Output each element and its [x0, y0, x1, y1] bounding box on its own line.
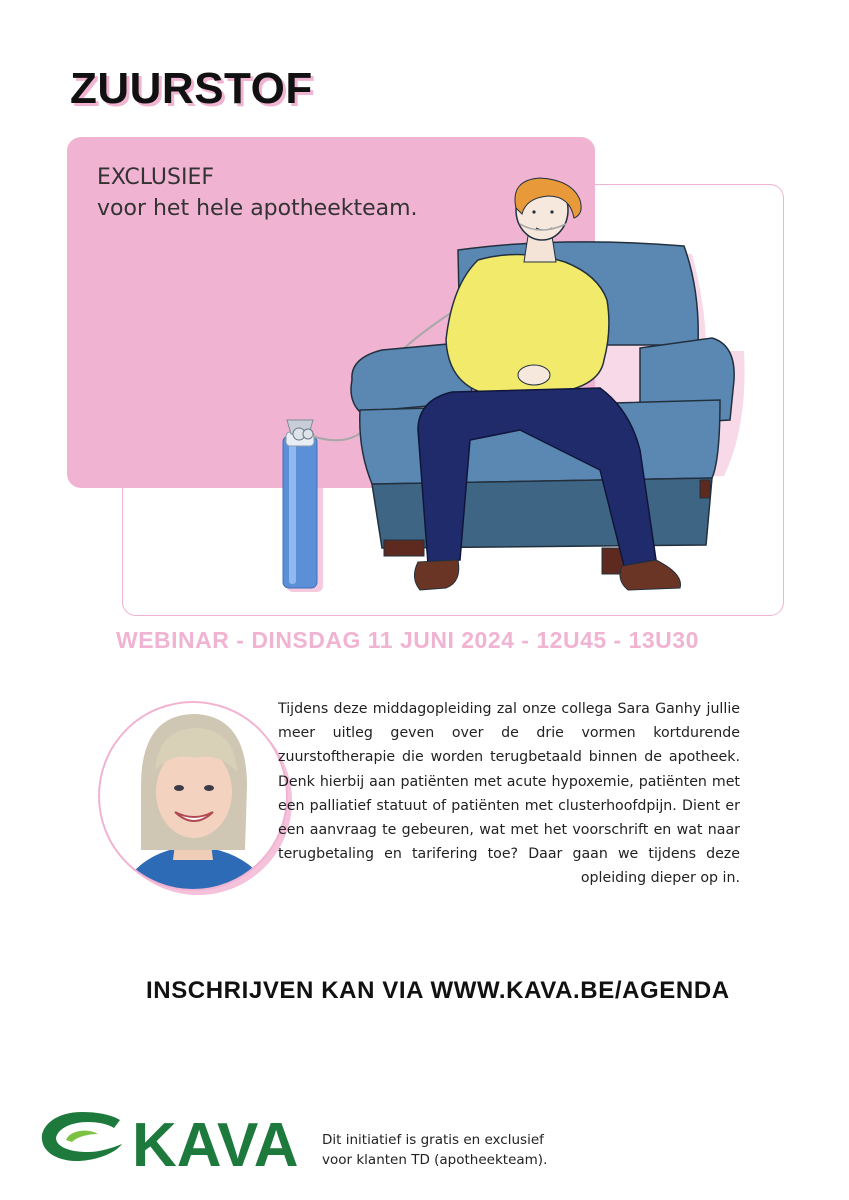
- kava-wordmark: KAVA: [132, 1111, 299, 1180]
- intro-line-2: voor het hele apotheekteam.: [97, 196, 418, 221]
- kava-swirl-icon: [42, 1112, 122, 1161]
- registration-link-text[interactable]: INSCHRIJVEN KAN VIA WWW.KAVA.BE/AGENDA: [146, 977, 730, 1004]
- webinar-banner: WEBINAR - DINSDAG 11 JUNI 2024 - 12U45 - 13U30: [116, 627, 699, 653]
- oxygen-cylinder-icon: [283, 436, 317, 588]
- footer-note-line-1: Dit initiatief is gratis en exclusief: [322, 1132, 544, 1148]
- page-title: ZUURSTOF: [70, 64, 313, 113]
- footer-note-line-2: voor klanten TD (apotheekteam).: [322, 1152, 548, 1168]
- webinar-description: Tijdens deze middagopleiding zal onze collega Sara Ganhy jullie meer uitleg geven over de drie vormen kortdurende zuurstoftherapie die worden terugbetaald binnen de apotheek. Denk hierbij aan patiënten met acute hypoxemie, patiënten met een palliatief statuut of patiënten met clusterhoofdpijn. Dient er een aanvraag te gebeuren, wat met het voorschrift en wat naar terugbetaling en tarifering toe? Daar gaan we tijdens deze opleiding dieper op in.: [278, 701, 740, 887]
- footer-note: [322, 1130, 547, 1170]
- intro-line-1: EXCLUSIEF: [97, 165, 215, 190]
- speaker-portrait: [97, 700, 295, 898]
- kava-logo: [36, 1100, 306, 1180]
